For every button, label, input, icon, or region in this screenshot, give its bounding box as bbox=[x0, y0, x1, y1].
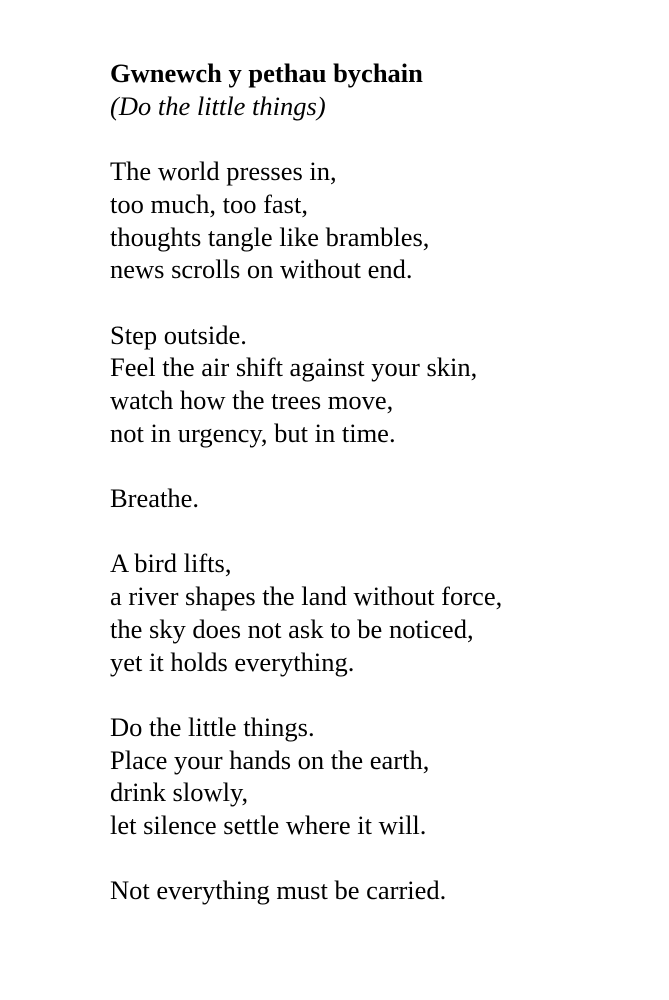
poem-line: not in urgency, but in time. bbox=[110, 417, 396, 448]
poem-subtitle: (Do the little things) bbox=[110, 90, 326, 121]
poem-line: The world presses in, bbox=[110, 156, 337, 187]
stanza-gap bbox=[110, 678, 650, 711]
poem-line: news scrolls on without end. bbox=[110, 254, 413, 285]
poem-line: too much, too fast, bbox=[110, 188, 308, 219]
poem-line: Step outside. bbox=[110, 319, 247, 350]
stanza-6 bbox=[110, 874, 650, 907]
poem-line: Breathe. bbox=[110, 483, 200, 514]
poem-line: Feel the air shift against your skin, bbox=[110, 352, 478, 383]
poem-line: Place your hands on the earth, bbox=[110, 744, 430, 775]
stanza-1 bbox=[110, 155, 650, 286]
poem-line: a river shapes the land without force, bbox=[110, 581, 503, 612]
poem-line: the sky does not ask to be noticed, bbox=[110, 613, 474, 644]
poem-line: drink slowly, bbox=[110, 777, 249, 808]
stanza-3 bbox=[110, 482, 650, 515]
stanza-gap bbox=[110, 842, 650, 875]
stanza-2 bbox=[110, 319, 650, 450]
poem-title: Gwnewch y pethau bychain bbox=[110, 58, 423, 88]
poem-line: Do the little things. bbox=[110, 711, 315, 742]
poem-line: A bird lifts, bbox=[110, 548, 232, 579]
poem-line: yet it holds everything. bbox=[110, 646, 355, 677]
poem-line: Not everything must be carried. bbox=[110, 875, 447, 906]
poem-line: let silence settle where it will. bbox=[110, 810, 427, 841]
stanza-5 bbox=[110, 711, 650, 842]
stanza-gap bbox=[110, 449, 650, 482]
stanza-gap bbox=[110, 515, 650, 548]
stanza-4 bbox=[110, 547, 650, 678]
poem-line: thoughts tangle like brambles, bbox=[110, 221, 430, 252]
stanza-gap bbox=[110, 122, 650, 155]
poem-line: watch how the trees move, bbox=[110, 385, 394, 415]
poem bbox=[110, 57, 650, 907]
stanza-gap bbox=[110, 286, 650, 319]
